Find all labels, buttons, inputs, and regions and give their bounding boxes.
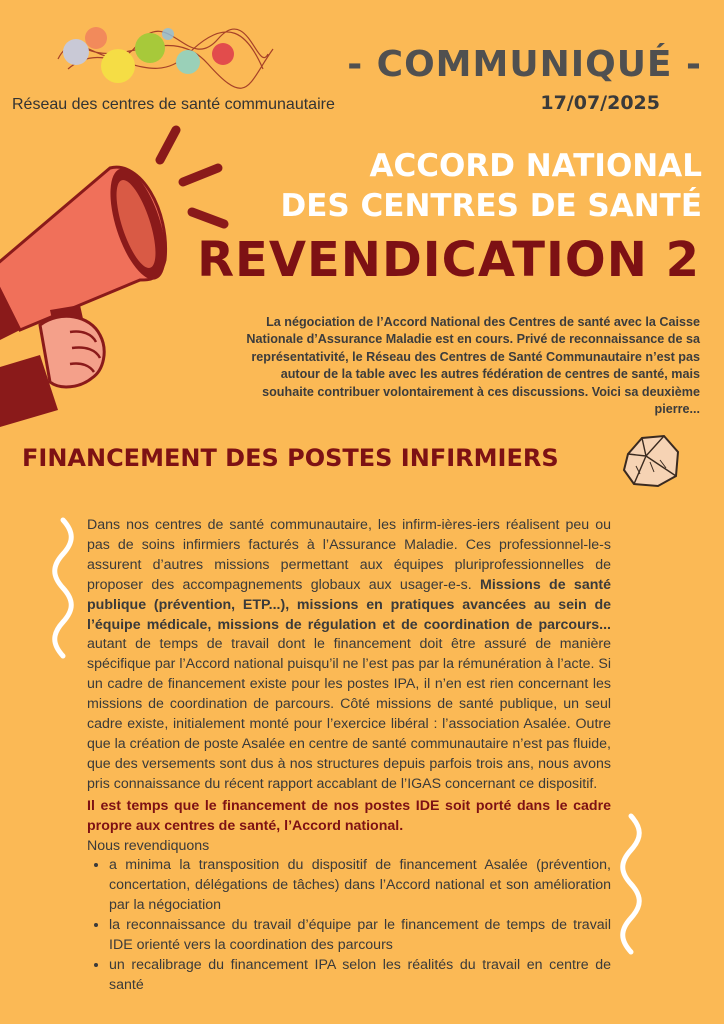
body-text-missions: Missions de santé publique (prévention, ETP...), missions en pratiques avancées au sein de l’équipe médicale, missions de régulation et de coordination de parcours... (87, 576, 611, 633)
headline-line-2: DES CENTRES DE SANTÉ (280, 188, 702, 224)
publication-date: 17/07/2025 (540, 92, 660, 114)
squiggle-decoration-left (52, 516, 74, 668)
rock-icon (620, 432, 682, 490)
document-type-heading: - COMMUNIQUÉ - (347, 44, 702, 85)
article-body (87, 516, 611, 996)
megaphone-icon (0, 120, 230, 430)
claim-item: • un recalibrage du financement IPA selon les réalités du travail en centre de santé (109, 956, 611, 996)
body-paragraph (87, 516, 611, 795)
claim-item: • a minima la transposition du dispositif de financement Asalée (prévention, concertation, délégations de tâches) dans l’Accord national et son amélioration par la négociation (109, 856, 611, 916)
claim-item: • la reconnaissance du travail d’équipe par le financement de temps de travail IDE orienté vers la coordination des parcours (109, 916, 611, 956)
headline-accord (281, 146, 703, 226)
headline-line-1: ACCORD NATIONAL (369, 148, 702, 184)
organization-name: Réseau des centres de santé communautaire (12, 96, 335, 113)
claims-intro: Nous revendiquons (87, 837, 210, 854)
claims-list (87, 856, 611, 995)
organization-logo (8, 14, 335, 114)
body-text-end: autant de temps de travail dont le financement doit être assuré de manière spécifique par l’Accord national puisqu’il ne l’est pas par la rémunération à l’acte. Si un cadre de financement existe pour les postes IPA, il n’en est rien concernant les missions de coordination de parcours. Côté missions de santé publique, un seul cadre existe, initialement monté pour l’exercice libéral : l’association Asalée. Outre que la création de poste Asalée en centre de santé communautaire n’est pas fluide, que des versements sont dus à nos structures depuis parfois trois ans, nous avons pris connaissance du récent rapport accablant de l’IGAS concernant ce dispositif. (87, 636, 611, 792)
revendication-title: REVENDICATION 2 (197, 232, 700, 288)
squiggle-decoration-right (620, 812, 642, 964)
logo-circles (48, 14, 278, 92)
highlight-statement: Il est temps que le financement de nos postes IDE soit porté dans le cadre propre aux centres de santé, l’Accord national. (87, 797, 611, 834)
body-text-start: Dans nos centres de santé communautaire, les infirm-ières-iers réalisent peu ou pas de soins infirmiers facturés à l’Assurance Maladie. Ces professionnel-le-s assurent d’autres missions permettant aux équipes pluriprofessionnelles de proposer des accompagnements globaux aux usager-e-s. (87, 517, 611, 593)
intro-paragraph: La négociation de l’Accord National des Centres de santé avec la Caisse Nationale d’Assurance Maladie est en cours. Privé de reconnaissance de sa représentativité, le Réseau des Centres de Santé Communautaire n’est pas autour de la table avec les autres fédération de centres de santé, mais souhaite contribuer volontairement à ces discussions. Voici sa deuxième pierre... (246, 315, 700, 417)
section-title: FINANCEMENT DES POSTES INFIRMIERS (22, 444, 559, 472)
